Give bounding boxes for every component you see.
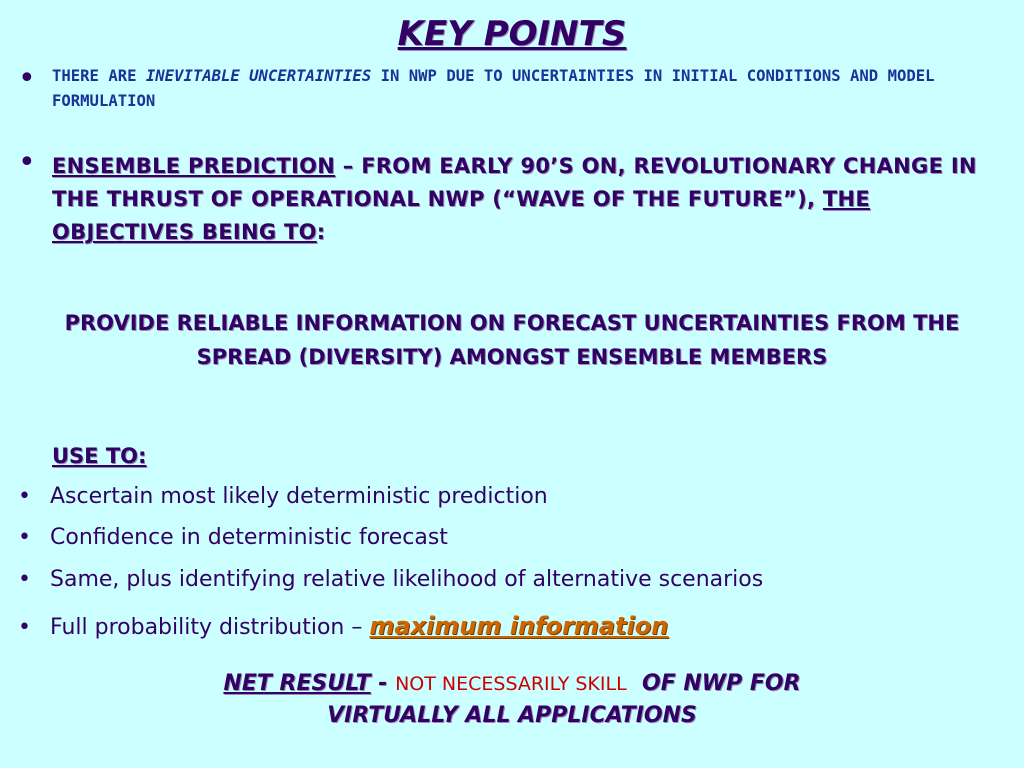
bullet-point-1: • [18,61,36,96]
objectives-colon: : [316,220,326,244]
point-2-text [52,150,1002,249]
use-item-3 [18,567,763,592]
use-item-1-text: Ascertain most likely deterministic prediction [50,484,548,509]
net-result-dash: - [370,671,396,696]
point-1-text [52,64,1002,114]
bullet-point-2: • [18,145,36,180]
use-item-2-text: Confidence in deterministic forecast [50,525,448,550]
net-result-rest-2: VIRTUALLY ALL APPLICATIONS [327,703,697,728]
use-to-heading: USE TO: [52,444,147,468]
ensemble-prediction-heading: ENSEMBLE PREDICTION [52,154,336,178]
point-1-after: IN NWP DUE TO UNCERTAINTIES IN INITIAL CONDITIONS AND MODEL FORMULATION [52,67,935,110]
point-1-before: THERE ARE [52,67,146,85]
maximum-information-highlight: maximum information [369,612,669,640]
provide-statement: PROVIDE RELIABLE INFORMATION ON FORECAST UNCERTAINTIES FROM THE SPREAD (DIVERSITY) AMONGST ENSEMBLE MEMBERS [64,311,960,369]
net-result-label: NET RESULT [223,671,371,696]
not-necessarily-skill: NOT NECESSARILY SKILL [395,673,627,695]
use-item-1-bullet: • [18,484,31,509]
use-item-2 [18,525,448,550]
point-1-italic: INEVITABLE UNCERTAINTIES [145,67,372,85]
use-item-1 [18,484,548,509]
use-item-3-text: Same, plus identifying relative likelihood of alternative scenarios [50,567,764,592]
net-result-rest-1: OF NWP FOR [642,671,801,696]
net-result [0,668,1024,732]
use-item-3-bullet: • [18,567,31,592]
use-item-4 [18,612,668,640]
use-item-2-bullet: • [18,525,31,550]
slide-title: KEY POINTS [397,14,627,54]
point-2-body: – FROM EARLY 90’S ON, REVOLUTIONARY CHANGE IN THE THRUST OF OPERATIONAL NWP (“WAVE OF THE FUTURE”), [52,154,977,211]
objectives-text: THE OBJECTIVES BEING TO [52,187,871,244]
use-item-4-bullet: • [18,615,31,640]
use-item-4-text: Full probability distribution – [50,615,370,640]
